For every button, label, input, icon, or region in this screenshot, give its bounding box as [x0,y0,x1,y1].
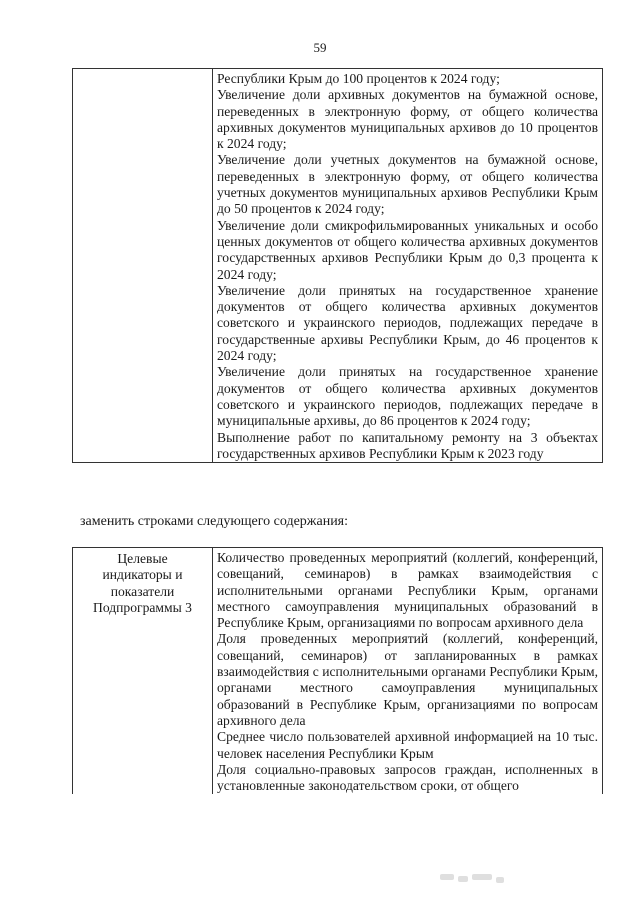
indicator-paragraph: Доля социально-правовых запросов граждан, исполненных в установленные законодательством сроки, от общего [217,761,598,794]
table-row [73,548,603,795]
indicators-table [72,547,603,794]
indicator-paragraph: Увеличение доли смикрофильмированных уникальных и особо ценных документов от общего количества архивных документов государственных архивов Республики Крым до 0,3 процента к 2024 году; [217,217,598,282]
table-cell-content [213,548,603,795]
indicator-paragraph: Доля проведенных мероприятий (коллегий, конференций, совещаний, семинаров) от запланированных в рамках взаимодействия с исполнительными органами Республики Крым, органами местного самоуправления муниципальных образований в Республике Крым, организациями по вопросам архивного дела [217,631,598,728]
page-number: 59 [313,40,327,55]
indicator-paragraph: Выполнение работ по капитальному ремонту на 3 объектах государственных архивов Республики Крым к 2023 году [217,429,598,461]
indicator-paragraph: Увеличение доли учетных документов на бумажной основе, переведенных в электронную форму, от общего количества учетных документов муниципальных архивов Республики Крым до 50 процентов к 2024 году; [217,152,598,217]
table-cell-content [213,69,603,463]
indicator-paragraph: Увеличение доли принятых на государственное хранение документов от общего количества архивных документов советского и украинского периодов, подлежащих передаче в муниципальные архивы, до 86 процентов к 2024 году; [217,364,598,429]
continuation-table [72,68,603,463]
table-cell-label [73,69,213,463]
label-line: Целевые [117,551,168,566]
label-line: показатели [110,583,175,599]
table-row [73,69,603,463]
faint-stamp-mark [440,874,520,884]
table-cell-label [73,548,213,795]
indicator-paragraph: Среднее число пользователей архивной информацией на 10 тыс. человек населения Республики Крым [217,729,598,761]
indicator-paragraph: Увеличение доли архивных документов на бумажной основе, переведенных в электронную форму, от общего количества архивных документов муниципальных архивов до 10 процентов к 2024 году; [217,87,598,152]
replace-instruction: заменить строками следующего содержания: [80,514,349,529]
label-line: индикаторы и [102,567,183,583]
indicator-paragraph: Количество проведенных мероприятий (коллегий, конференций, совещаний, семинаров) в рамках взаимодействия с исполнительными органами Республики Крым, органами местного самоуправления муниципальных образований в Республике Крым, организациями по вопросам архивного дела [217,550,598,631]
indicator-paragraph: Республики Крым до 100 процентов к 2024 году; [217,71,500,86]
indicator-paragraph: Увеличение доли принятых на государственное хранение документов от общего количества архивных документов советского и украинского периодов, подлежащих передаче в государственные архивы Республики Крым, до 46 процентов к 2024 году; [217,282,598,364]
label-line: Подпрограммы 3 [93,599,192,615]
